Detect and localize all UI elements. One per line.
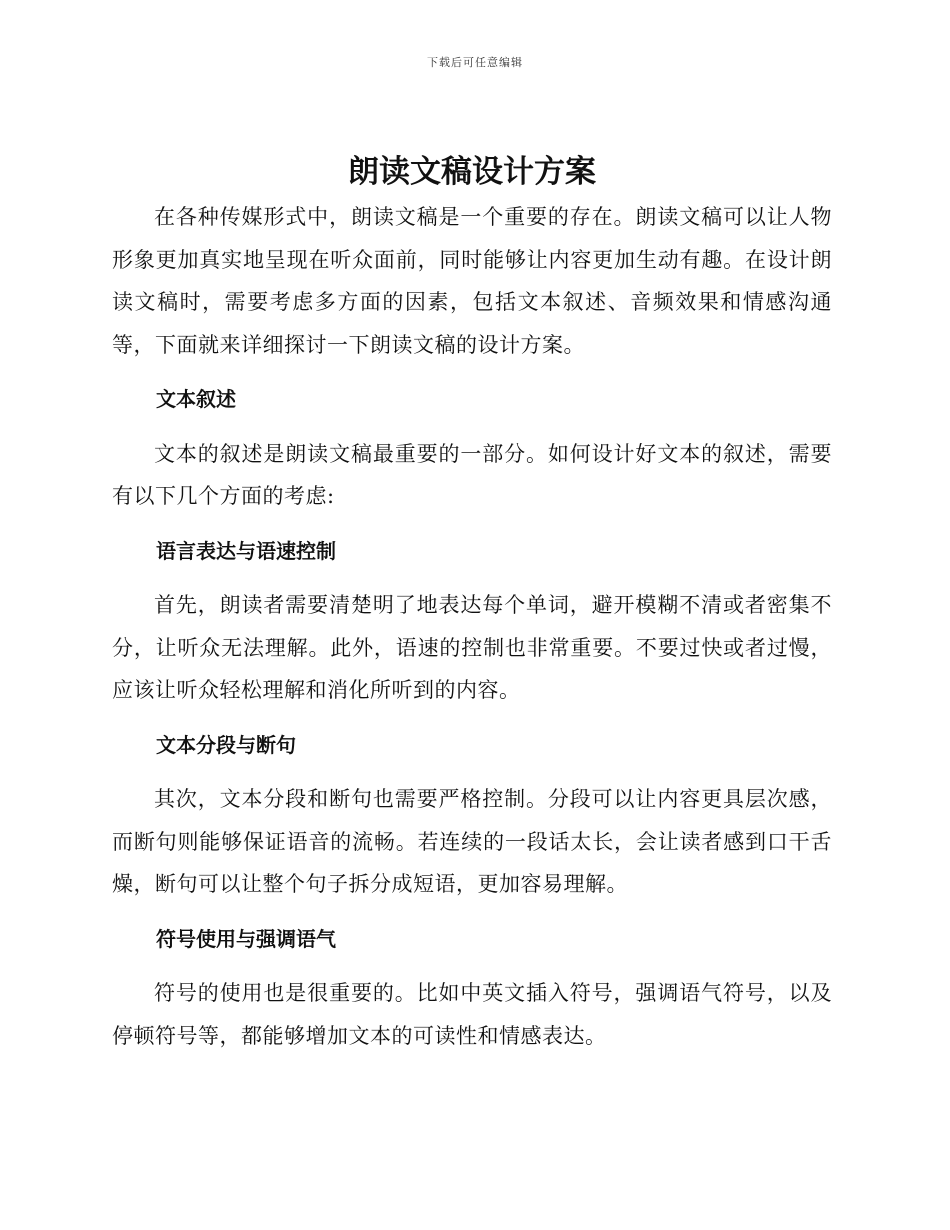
spacer (112, 906, 832, 918)
spacer (112, 572, 832, 584)
document-title: 朗读文稿设计方案 (348, 154, 596, 190)
section-heading-segmentation: 文本分段与断句 (156, 732, 296, 757)
section-paragraph-punctuation: 符号的使用也是很重要的。比如中英文插入符号，强调语气符号，以及停顿符号等，都能够增加文本的可读性和情感表达。 (112, 981, 832, 1048)
spacer (112, 766, 832, 778)
spacer (112, 712, 832, 724)
section-heading-punctuation: 符号使用与强调语气 (156, 926, 336, 951)
intro-paragraph: 在各种传媒形式中，朗读文稿是一个重要的存在。朗读文稿可以让人物形象更加真实地呈现在听众面前，同时能够让内容更加生动有趣。在设计朗读文稿时，需要考虑多方面的因素，包括文本叙述、音频效果和情感沟通等，下面就来详细探讨一下朗读文稿的设计方案。 (112, 205, 832, 357)
spacer (112, 366, 832, 378)
section-heading-narration: 文本叙述 (156, 387, 236, 411)
spacer (112, 960, 832, 972)
section-heading-expression: 语言表达与语速控制 (156, 538, 336, 563)
section-paragraph-narration: 文本的叙述是朗读文稿最重要的一部分。如何设计好文本的叙述，需要有以下几个方面的考虑: (112, 441, 832, 508)
spacer (112, 518, 832, 530)
document-body (112, 148, 832, 1057)
section-paragraph-segmentation: 其次，文本分段和断句也需要严格控制。分段可以让内容更具层次感，而断句则能够保证语音的流畅。若连续的一段话太长，会让读者感到口干舌燥，断句可以让整个句子拆分成短语，更加容易理解。 (112, 787, 832, 896)
spacer (112, 421, 832, 433)
page-header: 下载后可任意编辑 (427, 56, 523, 69)
section-paragraph-expression: 首先，朗读者需要清楚明了地表达每个单词，避开模糊不清或者密集不分，让听众无法理解。此外，语速的控制也非常重要。不要过快或者过慢，应该让听众轻松理解和消化所听到的内容。 (112, 593, 832, 702)
